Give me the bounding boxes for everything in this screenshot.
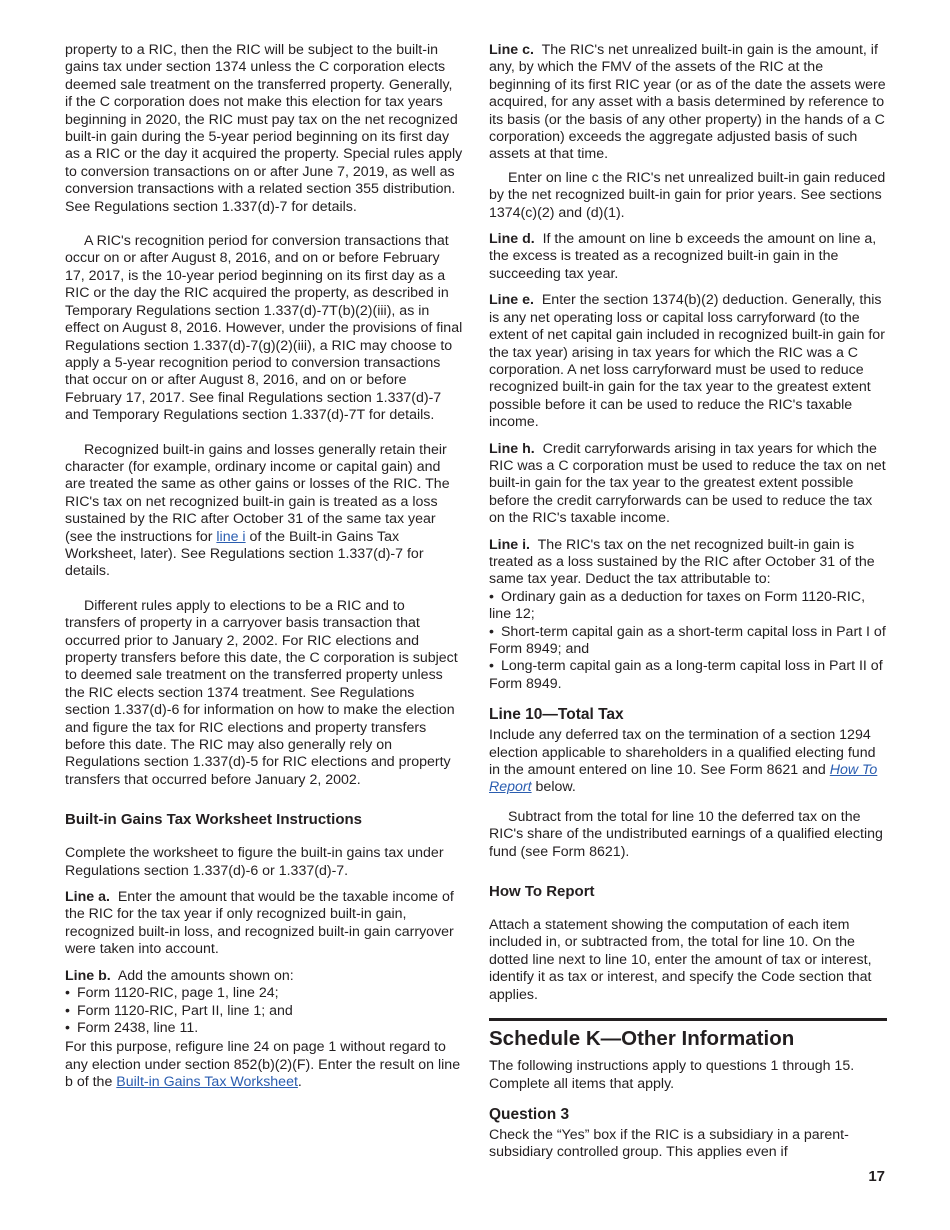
line-b-label: Line b. bbox=[65, 967, 111, 984]
line-h-paragraph bbox=[489, 441, 887, 528]
line-i-label: Line i. bbox=[489, 536, 530, 553]
line-i-link[interactable]: line i bbox=[216, 528, 246, 545]
line-i-list bbox=[489, 589, 887, 693]
left-column bbox=[65, 42, 463, 1101]
line-a-label: Line a. bbox=[65, 889, 110, 906]
section-divider bbox=[489, 1018, 887, 1021]
line-c-enter-paragraph: Enter on line c the RIC's net unrealized built-in gain reduced by the net recognized built-in gain for prior years. See sections 1374(c)(2) and (d)(1). bbox=[489, 169, 886, 221]
line-b-block bbox=[65, 968, 463, 1092]
recognized-gains-paragraph bbox=[65, 442, 463, 581]
attach-statement-paragraph: Attach a statement showing the computation of each item included in, or subtracted from, the total for line 10. On the dotted line next to line 10, enter the amount of tax or interest, identify it as tax or interest, and specify the Code section that applies. bbox=[489, 917, 872, 1003]
list-item: • Form 1120-RIC, page 1, line 24; bbox=[65, 985, 463, 1002]
line-b-list bbox=[65, 985, 463, 1037]
line-a-paragraph bbox=[65, 889, 463, 959]
page-number: 17 bbox=[868, 1168, 885, 1185]
schedule-k-heading: Schedule K—Other Information bbox=[489, 1027, 795, 1051]
line-d-paragraph bbox=[489, 231, 887, 283]
how-to-report-heading: How To Report bbox=[489, 883, 595, 901]
subtract-paragraph: Subtract from the total for line 10 the deferred tax on the RIC's share of the undistributed earnings of a qualified electing fund (see Form 8621). bbox=[489, 808, 883, 860]
line-i-text: The RIC's tax on the net recognized built-in gain is treated as a loss sustained by the RIC after October 31 of the same tax year. Deduct the tax attributable to: bbox=[489, 536, 875, 588]
question-3-heading: Question 3 bbox=[489, 1105, 570, 1123]
list-item: • Long-term capital gain as a long-term capital loss in Part II of Form 8949. bbox=[489, 658, 887, 693]
line-10-heading: Line 10—Total Tax bbox=[489, 706, 624, 724]
list-item: • Form 1120-RIC, Part II, line 1; and bbox=[65, 1003, 463, 1020]
schedule-k-intro-paragraph: The following instructions apply to questions 1 through 15. Complete all items that apply. bbox=[489, 1058, 855, 1092]
line-10-text-end: below. bbox=[531, 779, 576, 796]
line-d-label: Line d. bbox=[489, 231, 535, 248]
line-e-label: Line e. bbox=[489, 292, 534, 309]
line-c-paragraph bbox=[489, 42, 887, 164]
intro-paragraph: property to a RIC, then the RIC will be subject to the built-in gains tax under section 1374 unless the C corporation elects deemed sale treatment on the transferred property. Generally, if the C corporation does not make this election for tax years beginning in 2020, the RIC must pay tax on the net recognized built-in gain during the 5-year period beginning on its first day as a RIC or the day it acquired the property. Special rules apply to conversion transactions on or after June 7, 2019, as well as conversion transactions with a related section 355 distribution. See Regulations section 1.337(d)-7 for details. bbox=[65, 42, 463, 215]
refigure-text-start: For this purpose, refigure line 24 on page 1 without regard to any election under section 852(b)(2)(F). Enter the result on line b of the bbox=[65, 1039, 461, 1091]
worksheet-link[interactable]: Built-in Gains Tax Worksheet bbox=[116, 1074, 298, 1091]
line-d-text: If the amount on line b exceeds the amount on line a, the excess is treated as a recognized built-in gain in the succeeding tax year. bbox=[489, 231, 877, 282]
line-b-refigure-paragraph bbox=[65, 1039, 463, 1091]
worksheet-instructions-heading: Built-in Gains Tax Worksheet Instructions bbox=[65, 811, 362, 829]
recognized-text-start: Recognized built-in gains and losses generally retain their character (for example, ordinary income or capital gain) and are treated the same as other gains or losses of the RIC. The RIC's tax on net recognized built-in gain is treated as a loss sustained by the RIC after October 31 of the same tax year (see the instructions for bbox=[65, 441, 450, 545]
complete-worksheet-paragraph: Complete the worksheet to figure the built-in gains tax under Regulations section 1.337(d)-6 or 1.337(d)-7. bbox=[65, 845, 444, 879]
line-h-label: Line h. bbox=[489, 440, 535, 457]
line-b-intro bbox=[65, 968, 463, 985]
line-10-paragraph bbox=[489, 727, 887, 797]
line-b-text: Add the amounts shown on: bbox=[117, 967, 294, 984]
line-c-text: The RIC's net unrealized built-in gain is the amount, if any, by which the FMV of the assets of the RIC at the beginning of its first RIC year (or as of the date the assets were acquired, for any asset with a basis determined by reference to its basis (or the basis of any other property) in the hands of a C corporation) exceeds the aggregate adjusted basis of such assets at that time. bbox=[489, 42, 886, 163]
recognized-text-end: of the Built-in Gains Tax Worksheet, later). See Regulations section 1.337(d)-7 for details. bbox=[65, 528, 424, 580]
list-item: • Ordinary gain as a deduction for taxes on Form 1120-RIC, line 12; bbox=[489, 589, 887, 624]
different-rules-paragraph: Different rules apply to elections to be a RIC and to transfers of property in a carryover basis transaction that occurred prior to January 2, 2002. For RIC elections and property transfers before this date, the C corporation is subject to deemed sale treatment on the transferred property unless the RIC elects section 1374 treatment. See Regulations section 1.337(d)-6 for information on how to make the election and figure the tax for RIC elections and property transfers before this date. The RIC may also generally rely on Regulations section 1.337(d)-5 for RIC elections and property transfers that occurred before January 2, 2002. bbox=[65, 597, 458, 788]
line-a-text: Enter the amount that would be the taxable income of the RIC for the tax year if only recognized built-in gain, recognized built-in loss, and recognized built-in gain carryover were taken into account. bbox=[65, 889, 454, 958]
list-item: • Short-term capital gain as a short-term capital loss in Part I of Form 8949; and bbox=[489, 624, 887, 659]
line-i-block bbox=[489, 537, 887, 694]
refigure-text-end: . bbox=[297, 1074, 302, 1091]
line-i-intro bbox=[489, 537, 887, 589]
list-item: • Form 2438, line 11. bbox=[65, 1020, 463, 1037]
question-3-paragraph: Check the “Yes” box if the RIC is a subsidiary in a parent-subsidiary controlled group. This applies even if bbox=[489, 1126, 849, 1161]
recognition-period-paragraph: A RIC's recognition period for conversion transactions that occur on or after August 8, 2016, and on or before February 17, 2017, is the 10-year period beginning on its first day as a RIC or the day the RIC acquired the property, as described in Temporary Regulations section 1.337(d)-7T(b)(2)(iii), as in effect on August 8, 2016. However, under the provisions of final Regulations section 1.337(d)-7(g)(2)(iii), a RIC may choose to apply a 5-year recognition period to conversion transactions that occur on or after August 8, 2016, and on or before February 17, 2017. See final Regulations section 1.337(d)-7 and Temporary Regulations section 1.337(d)-7T for details. bbox=[65, 233, 463, 424]
how-to-report-link[interactable]: How To Report bbox=[489, 762, 878, 796]
line-e-text: Enter the section 1374(b)(2) deduction. Generally, this is any net operating loss or capital loss carryforward (to the extent of net capital gain included in recognized built-in gain for the tax year) arising in tax years for which the RIC was a C corporation. A net loss carryforward must be used to reduce recognized built-in gain for the tax year to the greatest extent possible before it can be used to reduce the RIC's taxable income. bbox=[489, 292, 885, 431]
line-c-label: Line c. bbox=[489, 42, 534, 58]
line-10-text-start: Include any deferred tax on the termination of a section 1294 election applicable to shareholders in a qualified electing fund in the amount entered on line 10. See Form 8621 and bbox=[489, 727, 876, 779]
right-column bbox=[489, 42, 887, 1171]
line-h-text: Credit carryforwards arising in tax years for which the RIC was a C corporation must be used to reduce the tax on net built-in gain for the tax year to the greatest extent possible before the credit carryforwards can be used to reduce the tax on the RIC's taxable income. bbox=[489, 440, 886, 527]
line-e-paragraph bbox=[489, 292, 887, 431]
